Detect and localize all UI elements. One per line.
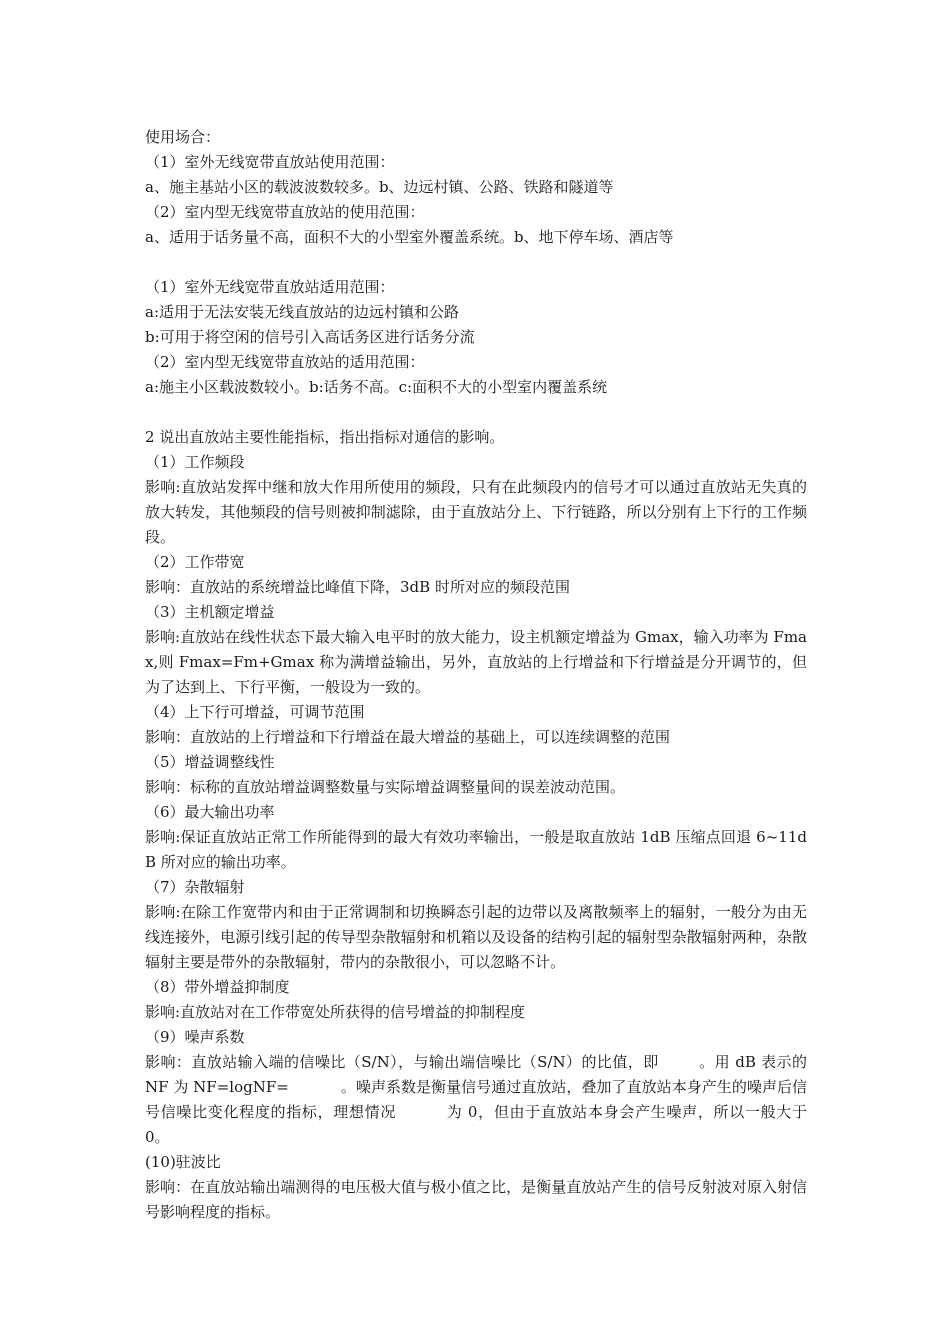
- noise-text-part4: 为 0，但由于直放站本身会产生噪声，所以一般大于 0。: [145, 1103, 807, 1146]
- item-title: （7）杂散辐射: [145, 878, 245, 896]
- item-text: 影响:直放站在线性状态下最大输入电平时的放大能力，设主机额定增益为 Gmax，输入功率为 Fmax,则 Fmax=Fm+Gmax 称为满增益输出，另外，直放站的上行增益和下行增益是分开调节的，但为了达到上、下行平衡，一般设为一致的。: [145, 628, 807, 696]
- noise-text: [145, 1050, 807, 1150]
- item-title: （4）上下行可增益，可调节范围: [145, 703, 365, 721]
- question-title: 2 说出直放站主要性能指标，指出指标对通信的影响。: [145, 428, 505, 446]
- document-page: [145, 125, 807, 1225]
- outdoor-apply-b: b:可用于将空闲的信号引入高话务区进行话务分流: [145, 328, 475, 346]
- noise-title: （9）噪声系数: [145, 1028, 245, 1046]
- item-title: （6）最大输出功率: [145, 803, 275, 821]
- section-heading: 使用场合：: [145, 128, 221, 146]
- item-title: （1）工作频段: [145, 453, 245, 471]
- item-text: 影响:保证直放站正常工作所能得到的最大有效功率输出，一般是取直放站 1dB 压缩点回退 6~11dB 所对应的输出功率。: [145, 828, 807, 871]
- noise-text-part3: 。噪声系数是衡量信号通过直放站，叠加了直放站本身产生的噪声后信号信噪比变化程度的指标，理想情况: [145, 1078, 807, 1121]
- item-title: （5）增益调整线性: [145, 753, 275, 771]
- blank-line: [145, 250, 807, 275]
- item-title: （3）主机额定增益: [145, 603, 275, 621]
- item-text: 影响：直放站的系统增益比峰值下降，3dB 时所对应的频段范围: [145, 578, 570, 596]
- indoor-apply-desc: a:施主小区载波数较小。b:话务不高。c:面积不大的小型室内覆盖系统: [145, 378, 608, 396]
- item-title: （2）工作带宽: [145, 553, 245, 571]
- outdoor-apply-a: a:适用于无法安装无线直放站的边远村镇和公路: [145, 303, 459, 321]
- item-text: 影响:在除工作宽带内和由于正常调制和切换瞬态引起的边带以及离散频率上的辐射，一般分为由无线连接外，电源引线引起的传导型杂散辐射和机箱以及设备的结构引起的辐射型杂散辐射两种，杂散辐射主要是带外的杂散辐射，带内的杂散很小，可以忽略不计。: [145, 903, 807, 971]
- blank-line: [145, 400, 807, 425]
- item-text: 影响:直放站发挥中继和放大作用所使用的频段，只有在此频段内的信号才可以通过直放站无失真的放大转发，其他频段的信号则被抑制滤除，由于直放站分上、下行链路，所以分别有上下行的工作频段。: [145, 478, 807, 546]
- outdoor-apply-title: （1）室外无线宽带直放站适用范围：: [145, 278, 395, 296]
- outdoor-usage-desc: a、施主基站小区的载波波数较多。b、边远村镇、公路、铁路和隧道等: [145, 178, 614, 196]
- item-title: （8）带外增益抑制度: [145, 978, 290, 996]
- noise-text-part2: 。用 dB 表示的 NF 为 NF=logNF=: [145, 1053, 807, 1096]
- outdoor-usage-title: （1）室外无线宽带直放站使用范围：: [145, 153, 395, 171]
- item-text: 影响：标称的直放站增益调整数量与实际增益调整量间的误差波动范围。: [145, 778, 626, 796]
- noise-text-part1: 影响：直放站输入端的信噪比（S/N），与输出端信噪比（S/N）的比值，即: [145, 1053, 659, 1071]
- vswr-title: (10)驻波比: [145, 1153, 221, 1171]
- indoor-usage-desc: a、适用于话务量不高，面积不大的小型室外覆盖系统。b、地下停车场、酒店等: [145, 228, 674, 246]
- indoor-usage-title: （2）室内型无线宽带直放站的使用范围：: [145, 203, 425, 221]
- indoor-apply-title: （2）室内型无线宽带直放站的适用范围：: [145, 353, 425, 371]
- item-text: 影响：直放站的上行增益和下行增益在最大增益的基础上，可以连续调整的范围: [145, 728, 671, 746]
- vswr-text: 影响：在直放站输出端测得的电压极大值与极小值之比，是衡量直放站产生的信号反射波对原入射信号影响程度的指标。: [145, 1178, 807, 1221]
- item-text: 影响:直放站对在工作带宽处所获得的信号增益的抑制程度: [145, 1003, 526, 1021]
